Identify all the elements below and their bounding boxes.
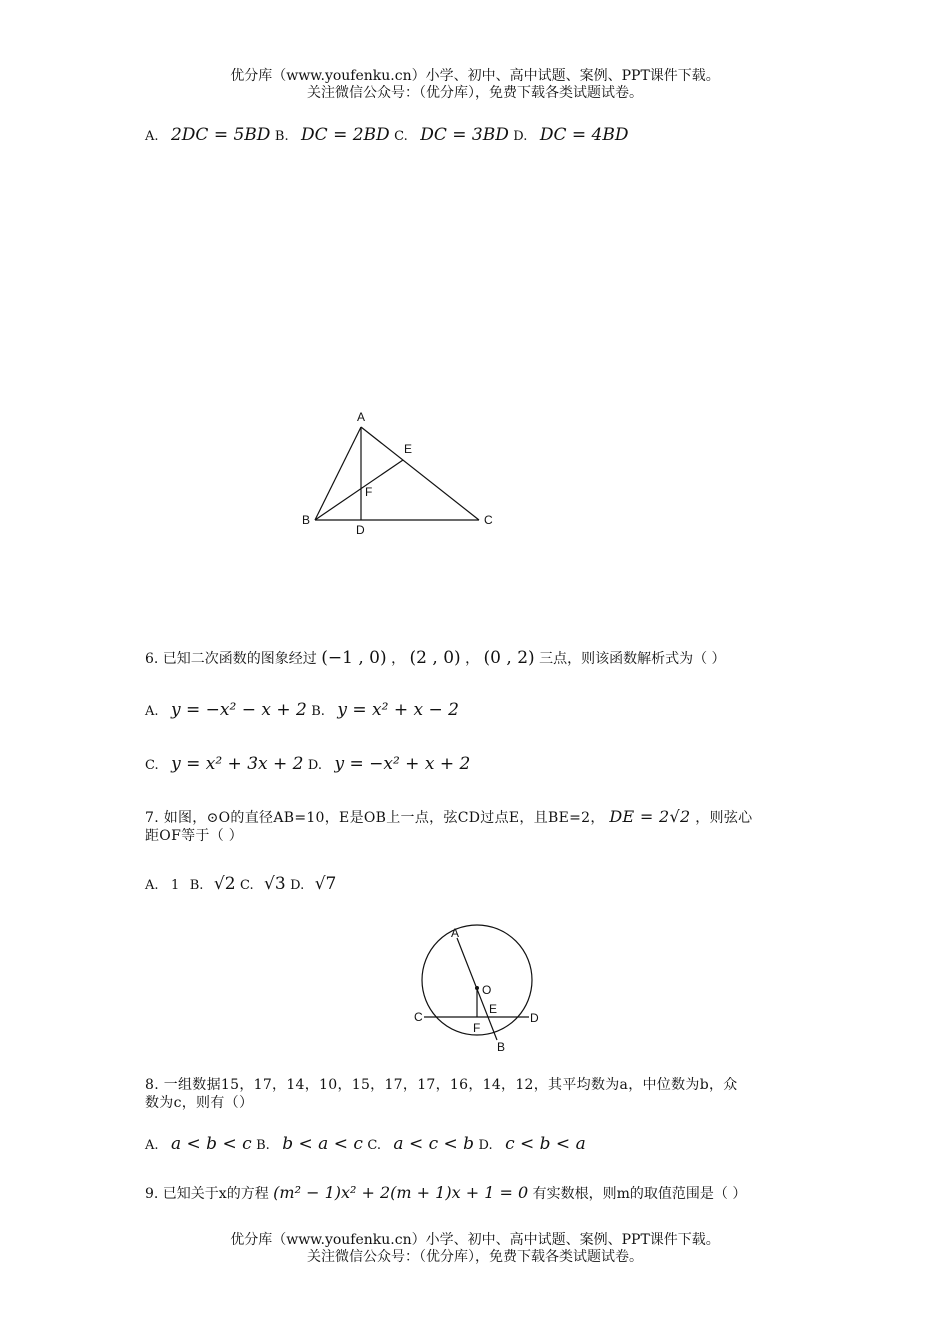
- circle-label-f: F: [473, 1021, 481, 1035]
- q8-option-d-label: D.: [478, 1138, 493, 1153]
- q6-point-3: (0 , 2): [483, 648, 535, 668]
- q7-option-c: √3: [264, 874, 286, 894]
- q9-suffix: 有实数根，则m的取值范围是（ ）: [532, 1186, 747, 1202]
- circle-figure: [405, 920, 555, 1060]
- label-c: C: [484, 513, 493, 527]
- q9-math: (m² − 1)x² + 2(m + 1)x + 1 = 0: [273, 1183, 529, 1202]
- circle-label-d: D: [530, 1011, 539, 1025]
- q7-option-c-label: C.: [239, 878, 254, 893]
- q6-sep-1: ，: [391, 651, 406, 667]
- q5-option-a: 2DC = 5BD: [170, 125, 271, 145]
- triangle-figure: [290, 400, 510, 545]
- q8-option-b-label: B.: [256, 1138, 270, 1153]
- footer-line-2: 关注微信公众号：（优分库），免费下载各类试题试卷。: [307, 1249, 643, 1265]
- q7-option-b: √2: [213, 874, 236, 894]
- circle-label-b: B: [497, 1040, 506, 1054]
- q6-option-a-label: A.: [145, 704, 159, 719]
- q6-option-b-label: B.: [311, 704, 325, 719]
- circle-label-o: O: [482, 983, 492, 997]
- q7-line-2: 距OF等于（ ）: [145, 828, 244, 844]
- q7-options: [145, 874, 336, 894]
- q8-line-2: 数为c，则有（）: [145, 1095, 254, 1111]
- q5-option-c-label: C.: [394, 129, 408, 144]
- circle-label-e: E: [489, 1002, 498, 1016]
- q5-options: [145, 125, 628, 145]
- segment-ac: [361, 427, 479, 520]
- q7-text-before: 7. 如图，⊙O的直径AB=10，E是OB上一点，弦CD过点E，且BE=2，: [145, 810, 605, 826]
- q7-option-d-label: D.: [290, 878, 305, 893]
- q5-option-b: DC = 2BD: [301, 125, 390, 145]
- q7-option-b-label: B.: [189, 878, 204, 893]
- q8-question: [145, 1076, 810, 1112]
- q5-option-c: DC = 3BD: [420, 125, 509, 145]
- q6-option-d-label: D.: [307, 758, 323, 773]
- q6-sep-2: ，: [465, 651, 480, 667]
- q6-option-c-label: C.: [145, 758, 159, 773]
- q7-option-a-label: A.: [145, 878, 159, 893]
- circle-label-a: A: [451, 926, 460, 940]
- label-a: A: [357, 410, 366, 424]
- q5-option-d: DC = 4BD: [539, 125, 629, 145]
- q5-option-d-label: D.: [513, 129, 528, 144]
- q8-option-c: a < c < b: [393, 1134, 475, 1154]
- q8-option-c-label: C.: [367, 1138, 381, 1153]
- segment-be: [315, 460, 403, 520]
- label-f: F: [365, 485, 373, 499]
- q7-question: [145, 808, 810, 845]
- page-header: [0, 68, 950, 102]
- q6-question: [145, 648, 726, 668]
- circle-label-c: C: [414, 1010, 423, 1024]
- label-d: D: [356, 523, 365, 537]
- circle-o: [422, 925, 532, 1035]
- segment-ab: [315, 427, 361, 520]
- q6-option-a: y = −x² − x + 2: [170, 700, 307, 720]
- q6-options-ab: [145, 700, 459, 720]
- q8-line-1: 8. 一组数据15，17，14，10，15，17，17，16，14，12，其平均数为a，中位数为b，众: [145, 1077, 738, 1093]
- q7-text-after: ，则弦心: [695, 810, 753, 826]
- q6-option-b: y = x² + x − 2: [337, 700, 459, 720]
- q7-option-d: √7: [314, 874, 337, 894]
- label-b: B: [302, 513, 311, 527]
- q8-options: [145, 1134, 586, 1154]
- q7-math: DE = 2√2: [609, 807, 691, 826]
- q8-option-b: b < a < c: [282, 1134, 363, 1154]
- q6-point-2: (2 , 0): [409, 648, 461, 668]
- q6-prefix: 6. 已知二次函数的图象经过: [145, 651, 317, 667]
- q8-option-a: a < b < c: [170, 1134, 252, 1154]
- q6-option-c: y = x² + 3x + 2: [171, 754, 304, 774]
- header-line-2: 关注微信公众号：（优分库），免费下载各类试题试卷。: [307, 85, 643, 101]
- page-footer: [0, 1232, 950, 1266]
- q5-option-a-label: A.: [145, 129, 159, 144]
- q6-option-d: y = −x² + x + 2: [334, 754, 471, 774]
- q7-line-1: [145, 808, 810, 827]
- q9-question: [145, 1183, 746, 1203]
- q9-prefix: 9. 已知关于x的方程: [145, 1186, 269, 1202]
- footer-line-1: 优分库（www.youfenku.cn）小学、初中、高中试题、案例、PPT课件下载。: [230, 1232, 720, 1248]
- center-dot: [475, 986, 479, 990]
- label-e: E: [404, 442, 413, 456]
- q8-option-d: c < b < a: [505, 1134, 586, 1154]
- q7-option-a: 1: [170, 878, 180, 893]
- q6-point-1: (−1 , 0): [321, 648, 387, 668]
- q5-option-b-label: B.: [274, 129, 289, 144]
- header-line-1: 优分库（www.youfenku.cn）小学、初中、高中试题、案例、PPT课件下载。: [230, 68, 720, 84]
- q6-suffix: 三点，则该函数解析式为（ ）: [539, 651, 726, 667]
- q8-option-a-label: A.: [145, 1138, 159, 1153]
- q6-options-cd: [145, 754, 470, 774]
